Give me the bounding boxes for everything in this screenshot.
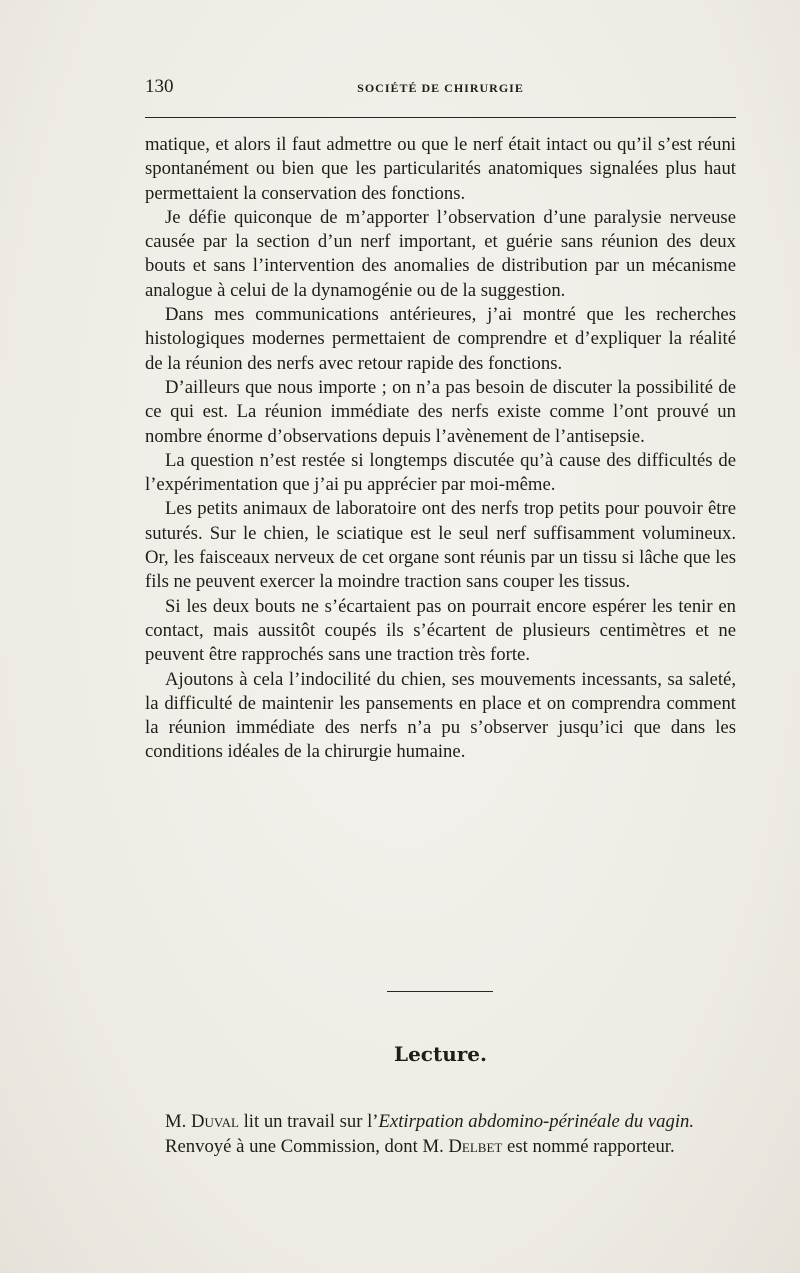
work-title: Extirpation abdomino-périnéale du vagin. [378, 1111, 695, 1132]
lecture-p2-suffix: est nommé rapporteur. [502, 1135, 675, 1157]
lecture-paragraph-1 [145, 1110, 736, 1135]
paragraph-5: La question n’est restée si longtemps discutée qu’à cause des difficultés de l’expérimentation que j’ai pu apprécier par moi-même. [145, 449, 736, 496]
rapporteur-name: Delbet [448, 1135, 503, 1157]
lecture-p1-mid: lit un travail sur l’ [238, 1111, 379, 1132]
running-title: SOCIÉTÉ DE CHIRURGIE [357, 81, 524, 95]
header-rule [145, 117, 736, 118]
section-heading: Lecture. [394, 1042, 487, 1066]
paragraph-6: Les petits animaux de laboratoire ont des nerfs trop petits pour pouvoir être suturés. Sur le chien, le sciatique est le seul nerf suffisamment volumineux. Or, les faisceaux nerveux de cet organe sont réunis par un tissu si lâche que les fils ne peuvent exercer la moindre traction sans couper les tissus. [145, 498, 736, 593]
body-text [145, 133, 736, 765]
page-number: 130 [145, 76, 174, 97]
paragraph-8: Ajoutons à cela l’indocilité du chien, ses mouvements incessants, sa saleté, la difficulté de maintenir les pansements en place et on comprendra comment la réunion immédiate des nerfs n’a pu s’observer jusqu’ici que dans les conditions idéales de la chirurgie humaine. [145, 668, 736, 763]
paragraph-2: Je défie quiconque de m’apporter l’observation d’une paralysie nerveuse causée par la section d’un nerf important, et guérie sans réunion des deux bouts et sans l’intervention des anomalies de distribution par un mécanisme analogue à celui de la dynamogénie ou de la suggestion. [145, 206, 736, 301]
paragraph-1: matique, et alors il faut admettre ou que le nerf était intact ou qu’il s’est réuni spontanément ou bien que les particularités anatomiques signalées plus haut permettaient la conservation des fonctions. [145, 134, 736, 204]
lecture-paragraph-2 [145, 1135, 736, 1160]
section-divider [387, 991, 493, 992]
paragraph-3: Dans mes communications antérieures, j’ai montré que les recherches histologiques modernes permettaient de comprendre et d’expliquer la réalité de la réunion des nerfs avec retour rapide des fonctions. [145, 304, 736, 374]
page-header [145, 76, 736, 100]
lecture-p1-prefix: M. [165, 1111, 191, 1132]
paragraph-7: Si les deux bouts ne s’écartaient pas on pourrait encore espérer les tenir en contact, mais aussitôt coupés ils s’écartent de plusieurs centimètres et ne peuvent être rapprochés sans une traction très forte. [145, 595, 736, 666]
lecture-text [145, 1110, 736, 1159]
author-name: Duval [190, 1111, 239, 1132]
paragraph-4: D’ailleurs que nous importe ; on n’a pas besoin de discuter la possibilité de ce qui est. La réunion immédiate des nerfs existe comme l’ont prouvé un nombre énorme d’observations depuis l’avènement de l’antisepsie. [145, 376, 736, 447]
lecture-p2-prefix: Renvoyé à une Commission, dont M. [165, 1135, 449, 1157]
